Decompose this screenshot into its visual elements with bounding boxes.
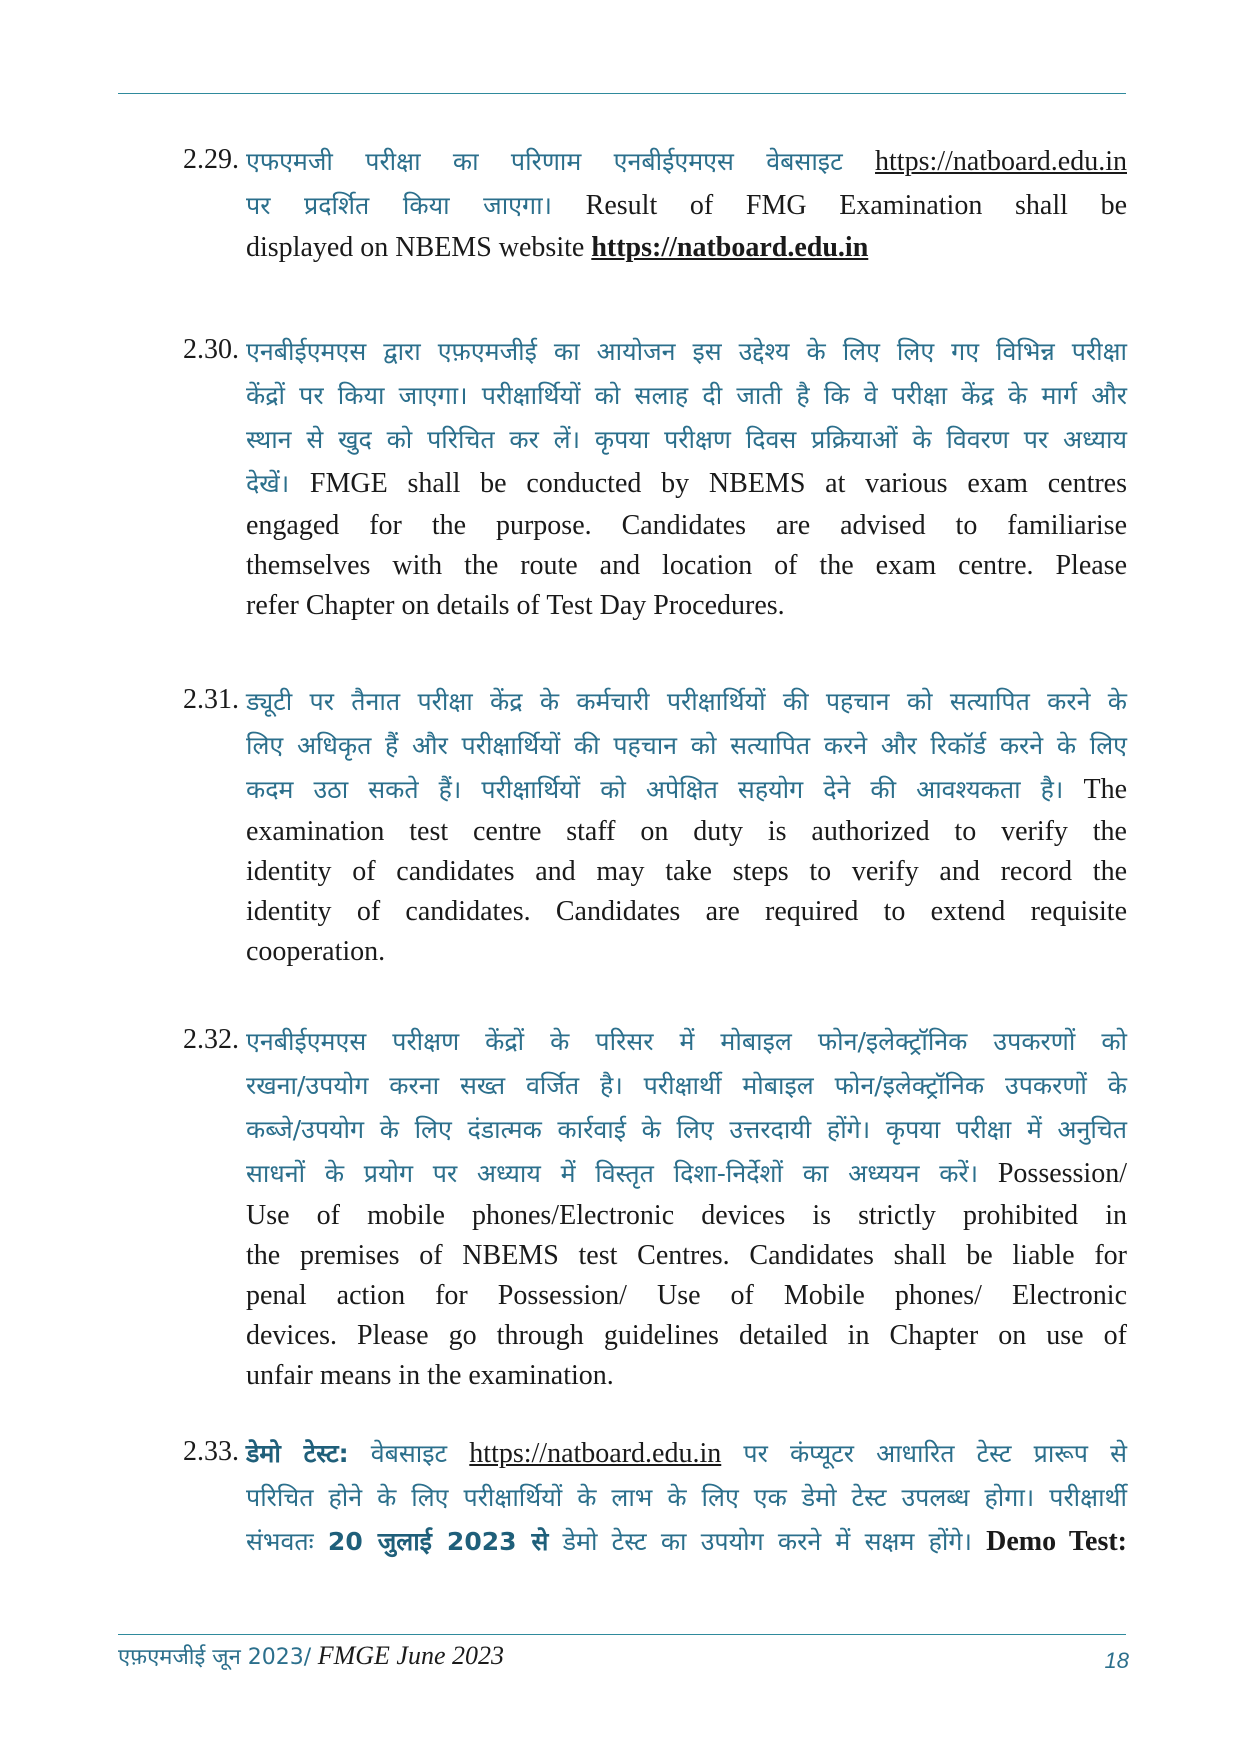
- english-line: themselves with the route and location of the exam centre. Please: [246, 550, 1127, 581]
- clause-line: [246, 228, 1127, 268]
- clause-number: 2.32.: [183, 1024, 239, 1055]
- english-line: examination test centre staff on duty is authorized to verify the: [246, 816, 1127, 847]
- footer-hindi: एफ़एमजीई जून 2023/: [118, 1645, 312, 1670]
- clause-2-31: [183, 680, 1127, 972]
- english-line: identity of candidates. Candidates are required to extend requisite: [246, 896, 1127, 927]
- english-line: identity of candidates and may take steps to verify and record the: [246, 856, 1127, 887]
- english-line: devices. Please go through guidelines detailed in Chapter on use of: [246, 1320, 1127, 1351]
- english-line: the premises of NBEMS test Centres. Candidates shall be liable for: [246, 1240, 1127, 1271]
- footer-english: FMGE June 2023: [317, 1641, 504, 1670]
- clause-line: [246, 140, 1127, 184]
- clause-number: 2.33.: [183, 1436, 239, 1467]
- hindi-text: वेबसाइट: [370, 1439, 448, 1468]
- english-line: cooperation.: [246, 936, 386, 967]
- english-line: Use of mobile phones/Electronic devices is strictly prohibited in: [246, 1200, 1127, 1231]
- hindi-text: साधनों के प्रयोग पर अध्याय में विस्तृत दिशा-निर्देशों का अध्ययन करें।: [246, 1159, 979, 1188]
- clause-line: [246, 1520, 1127, 1564]
- hindi-line: रखना/उपयोग करना सख्त वर्जित है। परीक्षार्थी मोबाइल फोन/इलेक्ट्रॉनिक उपकरणों के: [246, 1071, 1127, 1100]
- demo-date: 20 जुलाई 2023 से: [327, 1527, 549, 1556]
- clause-line: [246, 1152, 1127, 1196]
- clause-line: [246, 768, 1127, 812]
- hindi-line: केंद्रों पर किया जाएगा। परीक्षार्थियों को सलाह दी जाती है कि वे परीक्षा केंद्र के मार्ग और: [246, 381, 1127, 410]
- clause-line: [246, 462, 1127, 506]
- english-text: Result of FMG Examination shall be: [585, 190, 1127, 221]
- hindi-line: लिए अधिकृत हैं और परीक्षार्थियों की पहचान को सत्यापित करने और रिकॉर्ड करने के लिए: [246, 731, 1127, 760]
- clause-number: 2.30.: [183, 334, 239, 365]
- clause-line: [246, 1432, 1127, 1476]
- demo-test-english-heading: Demo Test:: [986, 1526, 1127, 1557]
- english-line: penal action for Possession/ Use of Mobile phones/ Electronic: [246, 1280, 1127, 1311]
- english-line: unfair means in the examination.: [246, 1360, 614, 1391]
- hindi-text: देखें।: [246, 469, 290, 498]
- natboard-link-bold[interactable]: https://natboard.edu.in: [591, 232, 869, 263]
- hindi-text: संभवतः: [246, 1527, 314, 1556]
- hindi-text: पर कंप्यूटर आधारित टेस्ट प्रारूप से: [743, 1439, 1127, 1468]
- footer-rule: [118, 1634, 1126, 1635]
- hindi-text: डेमो टेस्ट का उपयोग करने में सक्षम होंगे।: [562, 1527, 972, 1556]
- hindi-line: कब्जे/उपयोग के लिए दंडात्मक कार्रवाई के लिए उत्तरदायी होंगे। कृपया परीक्षा में अनुचित: [246, 1115, 1127, 1144]
- clause-2-33: [183, 1432, 1127, 1564]
- clause-2-30: [183, 330, 1127, 626]
- footer-title: [118, 1641, 504, 1671]
- clause-2-29: [183, 140, 1127, 268]
- english-text: Possession/: [997, 1158, 1127, 1189]
- english-text: The: [1083, 774, 1128, 805]
- english-line: engaged for the purpose. Candidates are advised to familiarise: [246, 510, 1127, 541]
- header-rule: [118, 93, 1126, 94]
- hindi-text: पर प्रदर्शित किया जाएगा।: [246, 191, 553, 220]
- page-number: 18: [1104, 1648, 1129, 1673]
- english-line: refer Chapter on details of Test Day Procedures.: [246, 590, 785, 621]
- hindi-line: एनबीईएमएस द्वारा एफ़एमजीई का आयोजन इस उद्देश्य के लिए लिए गए विभिन्न परीक्षा: [246, 337, 1127, 366]
- english-text: FMGE shall be conducted by NBEMS at various exam centres: [309, 468, 1127, 499]
- natboard-link[interactable]: https://natboard.edu.in: [469, 1438, 722, 1469]
- hindi-line: परिचित होने के लिए परीक्षार्थियों के लाभ के लिए एक डेमो टेस्ट उपलब्ध होगा। परीक्षार्थी: [246, 1483, 1127, 1512]
- hindi-text: कदम उठा सकते हैं। परीक्षार्थियों को अपेक्षित सहयोग देने की आवश्यकता है।: [246, 775, 1064, 804]
- english-text: displayed on NBEMS website: [246, 232, 585, 263]
- natboard-link[interactable]: https://natboard.edu.in: [875, 146, 1127, 177]
- clause-number: 2.29.: [183, 144, 239, 175]
- hindi-line: एनबीईएमएस परीक्षण केंद्रों के परिसर में मोबाइल फोन/इलेक्ट्रॉनिक उपकरणों को: [246, 1027, 1127, 1056]
- clause-line: [246, 184, 1127, 228]
- clause-number: 2.31.: [183, 684, 239, 715]
- clause-2-32: [183, 1020, 1127, 1396]
- hindi-line: ड्यूटी पर तैनात परीक्षा केंद्र के कर्मचारी परीक्षार्थियों की पहचान को सत्यापित करने के: [246, 687, 1127, 716]
- hindi-text: एफएमजी परीक्षा का परिणाम एनबीईएमएस वेबसाइट: [246, 147, 843, 176]
- demo-test-heading: डेमो टेस्ट:: [246, 1439, 349, 1468]
- hindi-line: स्थान से खुद को परिचित कर लें। कृपया परीक्षण दिवस प्रक्रियाओं के विवरण पर अध्याय: [246, 425, 1127, 454]
